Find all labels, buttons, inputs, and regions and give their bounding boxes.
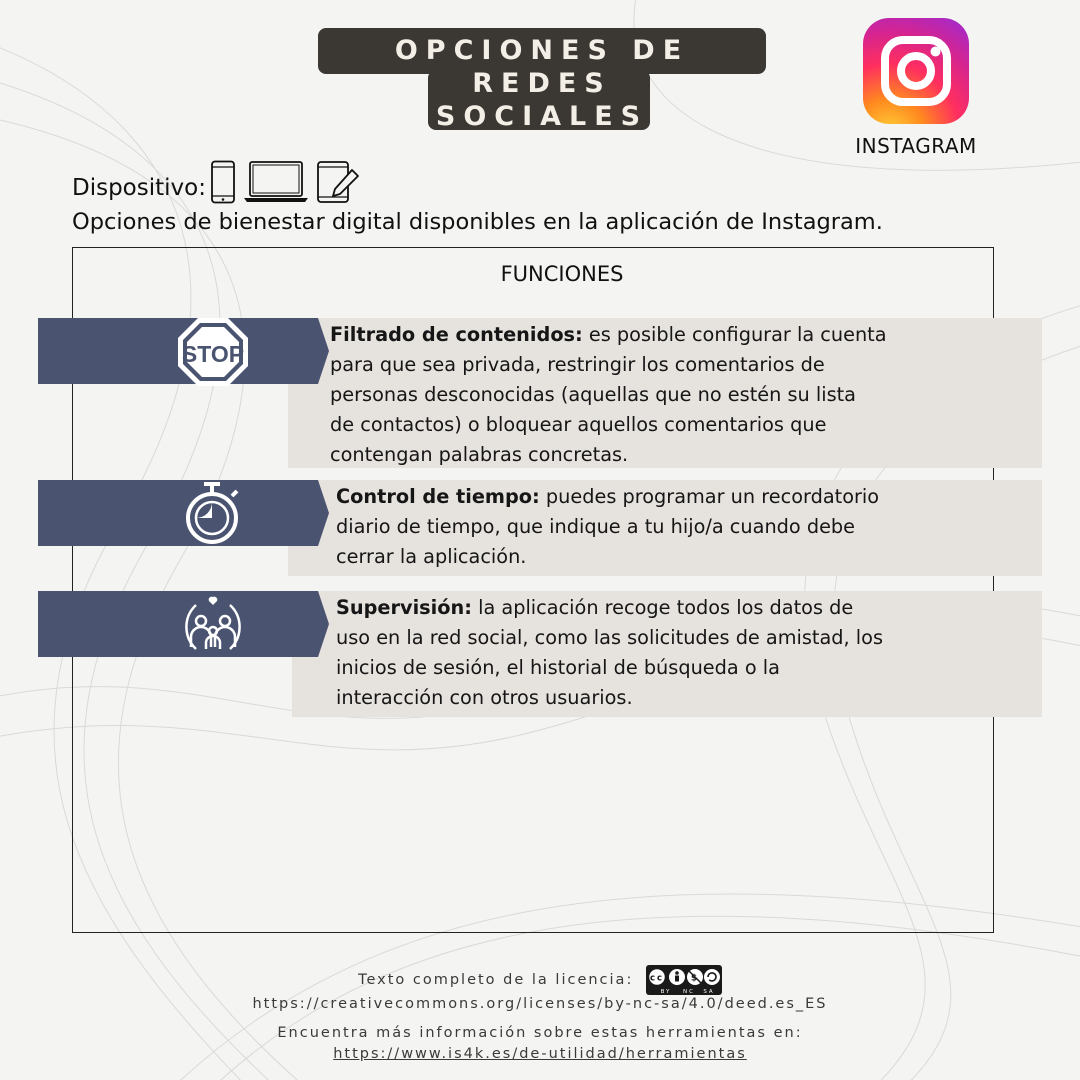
feature-tag-supervision (38, 591, 330, 659)
more-info-label: Encuentra más información sobre estas herramientas en: (277, 1025, 803, 1041)
license-row (140, 964, 940, 996)
app-name: INSTAGRAM (855, 134, 977, 158)
feature-panel-supervision (292, 591, 1042, 717)
feature-title: Filtrado de contenidos: (330, 323, 583, 346)
device-label: Dispositivo: (72, 175, 206, 201)
section-title: FUNCIONES (500, 262, 624, 286)
svg-text:$: $ (690, 973, 700, 984)
more-info-link-row (140, 1044, 940, 1064)
feature-tag-content-filter (38, 318, 330, 386)
feature-panel-content-filter (288, 318, 1042, 468)
laptop-icon (242, 160, 310, 204)
feature-text: Control de tiempo: puedes programar un recordatorio diario de tiempo, que indique a tu hijo/a cuando debe cerrar la aplicación. (336, 485, 880, 568)
feature-title: Control de tiempo: (336, 485, 540, 508)
intro-text: Opciones de bienestar digital disponibles en la aplicación de Instagram. (72, 209, 883, 235)
page-title (318, 34, 766, 133)
svg-text:STOP: STOP (181, 341, 245, 367)
title-line-2: SOCIALES (435, 101, 649, 132)
title-plaque (318, 28, 766, 132)
more-info-link[interactable]: https://www.is4k.es/de-utilidad/herramientas (333, 1046, 747, 1062)
svg-text:SA: SA (703, 989, 715, 995)
feature-tag-time-control (38, 480, 330, 548)
feature-text: Supervisión: la aplicación recoge todos los datos de uso en la red social, como las solicitudes de amistad, los inicios de sesión, el historial de búsqueda o la interacción con otros usuarios. (336, 596, 883, 709)
title-line-1: OPCIONES DE REDES (394, 35, 690, 99)
smartphone-icon (210, 160, 238, 204)
license-label: Texto completo de la licencia: (358, 972, 634, 988)
svg-text:BY: BY (660, 989, 672, 995)
device-row (72, 160, 362, 204)
stop-sign-icon (178, 318, 248, 386)
license-url: https://creativecommons.org/licenses/by-nc-sa/4.0/deed.es_ES (252, 996, 828, 1012)
tablet-icon (314, 160, 362, 204)
feature-text: Filtrado de contenidos: es posible configurar la cuenta para que sea privada, restringir los comentarios de personas desconocidas (aquellas que no estén su lista de contactos) o bloquear aquellos comentarios que contengan palabras concretas. (330, 323, 887, 466)
creative-commons-badge-icon (646, 965, 722, 995)
instagram-logo-icon (863, 18, 969, 124)
svg-text:cc: cc (649, 973, 664, 984)
feature-panel-time-control (288, 480, 1042, 576)
feature-title: Supervisión: (336, 596, 472, 619)
svg-text:NC: NC (682, 989, 695, 995)
